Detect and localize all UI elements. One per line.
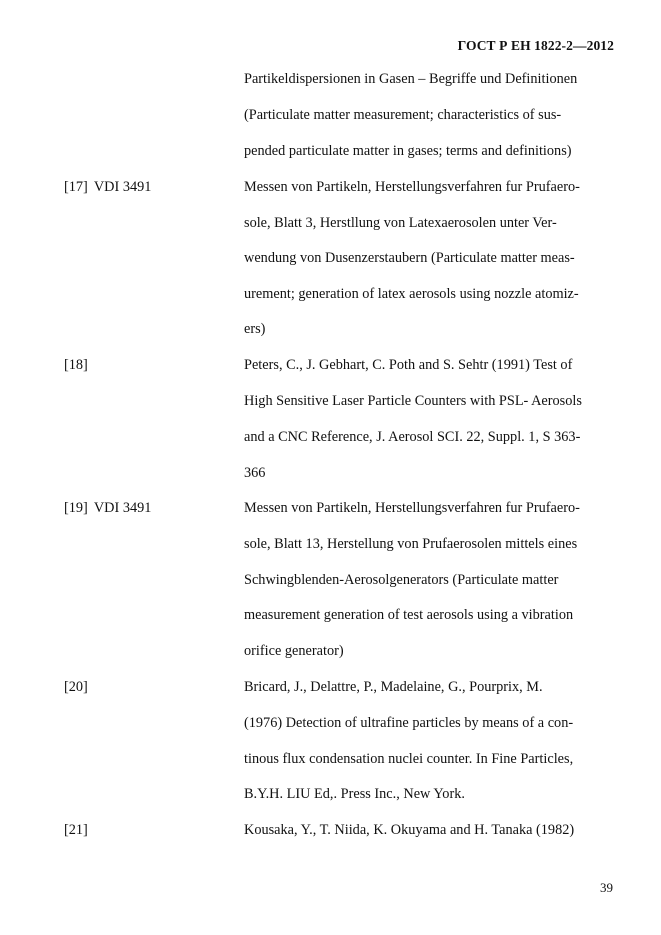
reference-code: VDI 3491 bbox=[93, 500, 152, 516]
reference-text-line: tinous flux condensation nuclei counter. In Fine Particles, bbox=[244, 751, 574, 767]
reference-text-line: measurement generation of test aerosols using a vibration bbox=[244, 607, 574, 623]
reference-text-line: orifice generator) bbox=[244, 643, 344, 659]
reference-text-line: wendung von Dusenzerstaubern (Particulate matter meas- bbox=[244, 250, 575, 266]
reference-text-line: Messen von Partikeln, Herstellungsverfahren fur Prufaero- bbox=[244, 179, 580, 195]
reference-index: [21] bbox=[64, 822, 88, 838]
reference-number bbox=[64, 356, 88, 374]
reference-number bbox=[64, 499, 151, 517]
reference-number bbox=[64, 821, 88, 839]
reference-text-line: 366 bbox=[244, 465, 266, 481]
reference-text-line: urement; generation of latex aerosols using nozzle atomiz- bbox=[244, 286, 579, 302]
reference-text-line: High Sensitive Laser Particle Counters with PSL- Aerosols bbox=[244, 393, 582, 409]
reference-text-line: Peters, C., J. Gebhart, C. Poth and S. Sehtr (1991) Test of bbox=[244, 357, 573, 373]
reference-index: [20] bbox=[64, 679, 88, 695]
reference-number bbox=[64, 678, 88, 696]
reference-text-line: Kousaka, Y., T. Niida, K. Okuyama and H. Tanaka (1982) bbox=[244, 822, 575, 838]
reference-text-line: Messen von Partikeln, Herstellungsverfahren fur Prufaero- bbox=[244, 500, 580, 516]
reference-index: [17] bbox=[64, 179, 88, 195]
reference-text-line: (1976) Detection of ultrafine particles by means of a con- bbox=[244, 715, 574, 731]
reference-code: VDI 3491 bbox=[93, 179, 152, 195]
reference-index: [18] bbox=[64, 357, 88, 373]
reference-text-line: Bricard, J., Delattre, P., Madelaine, G., Pourprix, M. bbox=[244, 679, 543, 695]
reference-text-line: B.Y.H. LIU Ed,. Press Inc., New York. bbox=[244, 786, 465, 802]
reference-text-line: Partikeldispersionen in Gasen – Begriffe und Definitionen bbox=[244, 71, 578, 87]
reference-text-line: pended particulate matter in gases; terms and definitions) bbox=[244, 143, 572, 159]
reference-index: [19] bbox=[64, 500, 88, 516]
reference-text-line: and a CNC Reference, J. Aerosol SCI. 22, Suppl. 1, S 363- bbox=[244, 429, 581, 445]
reference-text-line: sole, Blatt 3, Herstllung von Latexaerosolen unter Ver- bbox=[244, 215, 557, 231]
reference-text-line: (Particulate matter measurement; characteristics of sus- bbox=[244, 107, 562, 123]
reference-number bbox=[64, 178, 151, 196]
reference-text-line: Schwingblenden-Aerosolgenerators (Particulate matter bbox=[244, 572, 559, 588]
reference-text-line: sole, Blatt 13, Herstellung von Prufaerosolen mittels eines bbox=[244, 536, 578, 552]
page-number: 39 bbox=[600, 880, 613, 895]
page-header: ГОСТ Р ЕН 1822-2—2012 bbox=[457, 38, 614, 53]
reference-text-line: ers) bbox=[244, 321, 266, 337]
